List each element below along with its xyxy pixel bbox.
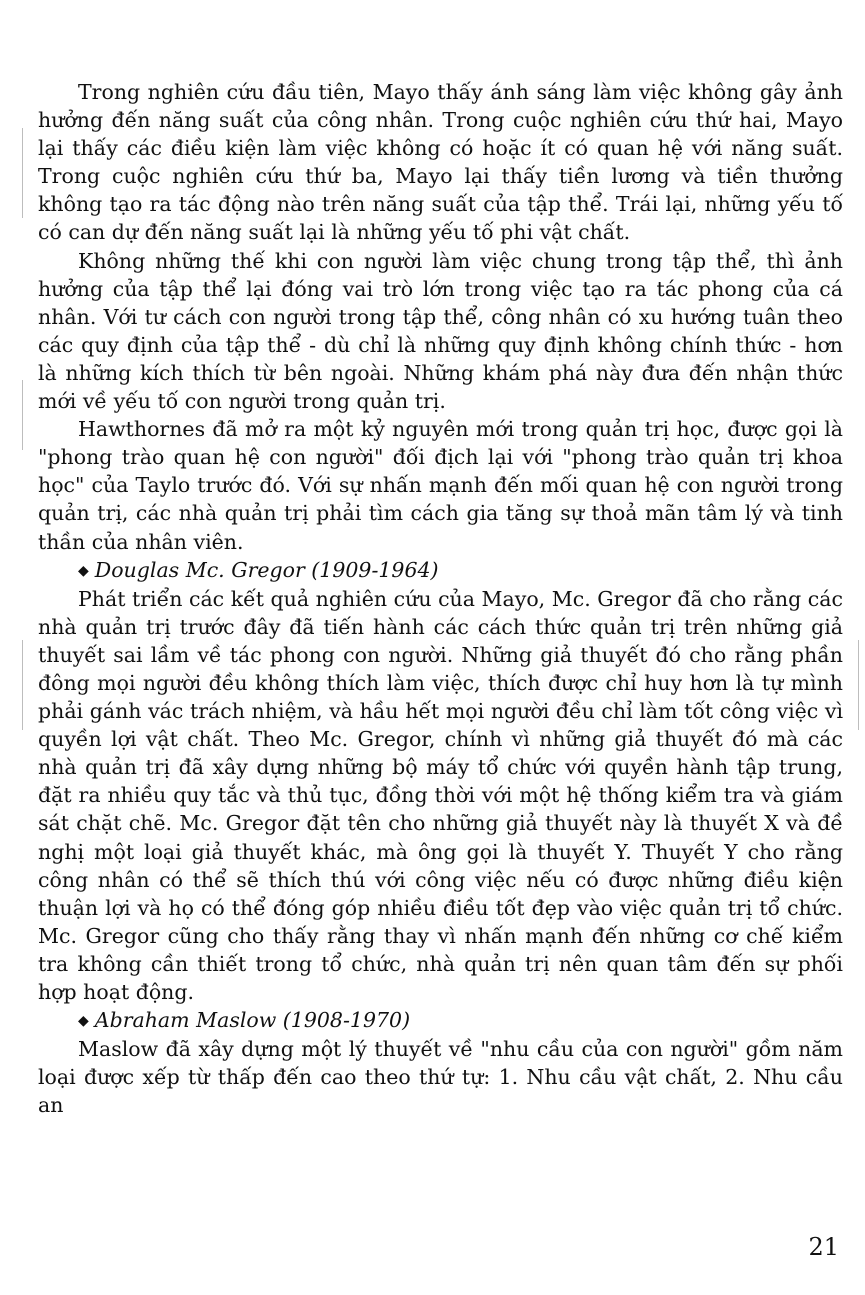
paragraph: Trong nghiên cứu đầu tiên, Mayo thấy ánh sáng làm việc không gây ảnh hưởng đến năng suất của công nhân. Trong cuộc nghiên cứu thứ hai, Mayo lại thấy các điều kiện làm việc không có hoặc ít có quan hệ với năng suất. Trong cuộc nghiên cứu thứ ba, Mayo lại thấy tiền lương và tiền thưởng không tạo ra tác động nào trên năng suất của tập thể. Trái lại, những yếu tố có can dự đến năng suất lại là những yếu tố phi vật chất. xyxy=(38,80,843,245)
scan-margin-line xyxy=(22,128,23,218)
heading-text: Abraham Maslow (1908-1970) xyxy=(94,1008,411,1033)
section-heading-maslow xyxy=(38,1006,843,1035)
scan-margin-line xyxy=(22,380,23,450)
paragraph: Không những thế khi con người làm việc chung trong tập thể, thì ảnh hưởng của tập thể lại đóng vai trò lớn trong việc tạo ra tác phong của cá nhân. Với tư cách con người trong tập thể, công nhân có xu hướng tuân theo các quy định của tập thể - dù chỉ là những quy định không chính thức - hơn là những kích thích từ bên ngoài. Những khám phá này đưa đến nhận thức mới về yếu tố con người trong quản trị. xyxy=(38,248,843,414)
heading-text: Douglas Mc. Gregor (1909-1964) xyxy=(94,557,439,582)
paragraph: Hawthornes đã mở ra một kỷ nguyên mới trong quản trị học, được gọi là "phong trào quan hệ con người" đối địch lại với "phong trào quản trị khoa học" của Taylo trước đó. Với sự nhấn mạnh đến mối quan hệ con người trong quản trị, các nhà quản trị phải tìm cách gia tăng sự thoả mãn tâm lý và tinh thần của nhân viên. xyxy=(38,417,843,554)
scan-margin-line xyxy=(22,640,23,730)
page-number: 21 xyxy=(808,1233,839,1261)
body-text xyxy=(38,78,843,1119)
section-heading-gregor xyxy=(38,556,843,585)
paragraph: Phát triển các kết quả nghiên cứu của Mayo, Mc. Gregor đã cho rằng các nhà quản trị trước đây đã tiến hành các cách thức quản trị trên những giả thuyết sai lầm về tác phong con người. Những giả thuyết đó cho rằng phần đông mọi người đều không thích làm việc, thích được chỉ huy hơn là tự mình phải gánh vác trách nhiệm, và hầu hết mọi người đều chỉ làm tốt công việc vì quyền lợi vật chất. Theo Mc. Gregor, chính vì những giả thuyết đó mà các nhà quản trị đã xây dựng những bộ máy tổ chức với quyền hành tập trung, đặt ra nhiều quy tắc và thủ tục, đồng thời với một hệ thống kiểm tra và giám sát chặt chẽ. Mc. Gregor đặt tên cho những giả thuyết này là thuyết X và đề nghị một loại giả thuyết khác, mà ông gọi là thuyết Y. Thuyết Y cho rằng công nhân có thể sẽ thích thú với công việc nếu có được những điều kiện thuận lợi và họ có thể đóng góp nhiều điều tốt đẹp vào việc quản trị tổ chức. Mc. Gregor cũng cho thấy rằng thay vì nhấn mạnh đến những cơ chế kiểm tra không cần thiết trong tổ chức, nhà quản trị nên quan tâm đến sự phối hợp hoạt động. xyxy=(38,586,843,1004)
paragraph: Maslow đã xây dựng một lý thuyết về "nhu cầu của con người" gồm năm loại được xếp từ thấp đến cao theo thứ tự: 1. Nhu cầu vật chất, 2. Nhu cầu an xyxy=(38,1037,843,1118)
diamond-bullet-icon: ◆ xyxy=(78,1013,89,1030)
diamond-bullet-icon: ◆ xyxy=(78,562,89,579)
scan-margin-line xyxy=(858,640,859,730)
